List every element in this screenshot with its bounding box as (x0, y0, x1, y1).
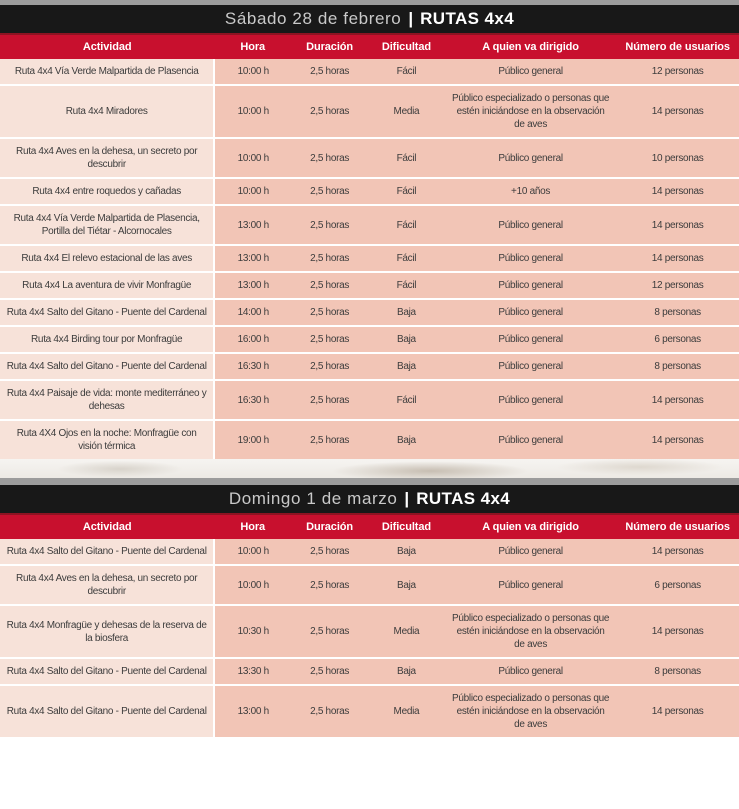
cell-activity: Ruta 4x4 El relevo estacional de las aves (0, 245, 214, 272)
cell-users: 14 personas (616, 420, 739, 459)
cell-audience: Público general (445, 658, 616, 685)
table-header-row (0, 34, 739, 59)
table-row (0, 420, 739, 459)
cell-time: 16:30 h (214, 380, 291, 420)
cell-activity: Ruta 4x4 Salto del Gitano - Puente del Cardenal (0, 685, 214, 737)
table-title-label: RUTAS 4x4 (420, 9, 515, 28)
column-header-activity: Actividad (0, 34, 214, 59)
cell-time: 16:00 h (214, 326, 291, 353)
cell-duration: 2,5 horas (291, 299, 368, 326)
cell-audience: Público general (445, 420, 616, 459)
cell-duration: 2,5 horas (291, 178, 368, 205)
cell-activity: Ruta 4x4 Paisaje de vida: monte mediterráneo y dehesas (0, 380, 214, 420)
cell-difficulty: Baja (368, 658, 445, 685)
cell-audience: +10 años (445, 178, 616, 205)
table-title-separator: | (404, 489, 410, 508)
cell-duration: 2,5 horas (291, 565, 368, 605)
cell-difficulty: Baja (368, 565, 445, 605)
column-header-activity: Actividad (0, 514, 214, 539)
table-row (0, 539, 739, 565)
cell-users: 14 personas (616, 605, 739, 658)
cell-difficulty: Baja (368, 539, 445, 565)
table-row (0, 326, 739, 353)
table-title-saturday (0, 5, 739, 33)
column-header-difficulty: Dificultad (368, 514, 445, 539)
schedule-table-sunday (0, 478, 739, 737)
cell-users: 14 personas (616, 245, 739, 272)
cell-users: 14 personas (616, 380, 739, 420)
cell-time: 14:00 h (214, 299, 291, 326)
cell-time: 10:00 h (214, 539, 291, 565)
cell-duration: 2,5 horas (291, 85, 368, 138)
cell-activity: Ruta 4x4 Vía Verde Malpartida de Plasencia (0, 59, 214, 85)
cell-activity: Ruta 4X4 Ojos en la noche: Monfragüe con visión térmica (0, 420, 214, 459)
cell-audience: Público general (445, 326, 616, 353)
cell-audience: Público general (445, 380, 616, 420)
cell-activity: Ruta 4x4 Salto del Gitano - Puente del Cardenal (0, 539, 214, 565)
activities-table (0, 513, 739, 737)
table-title-label: RUTAS 4x4 (416, 489, 511, 508)
table-row (0, 205, 739, 245)
cell-time: 13:30 h (214, 658, 291, 685)
cell-duration: 2,5 horas (291, 59, 368, 85)
cell-audience: Público general (445, 272, 616, 299)
cell-audience: Público general (445, 565, 616, 605)
cell-difficulty: Fácil (368, 178, 445, 205)
cell-activity: Ruta 4x4 entre roquedos y cañadas (0, 178, 214, 205)
cell-users: 12 personas (616, 272, 739, 299)
cell-users: 6 personas (616, 565, 739, 605)
table-header-row (0, 514, 739, 539)
table-row (0, 658, 739, 685)
cell-activity: Ruta 4x4 Aves en la dehesa, un secreto por descubrir (0, 565, 214, 605)
table-row (0, 85, 739, 138)
cell-audience: Público general (445, 245, 616, 272)
background-photo-strip (0, 459, 739, 478)
cell-difficulty: Baja (368, 299, 445, 326)
table-row (0, 299, 739, 326)
cell-activity: Ruta 4x4 Salto del Gitano - Puente del Cardenal (0, 353, 214, 380)
cell-duration: 2,5 horas (291, 420, 368, 459)
cell-audience: Público general (445, 353, 616, 380)
column-header-audience: A quien va dirigido (445, 514, 616, 539)
cell-audience: Público especializado o personas que estén iniciándose en la observación de aves (445, 685, 616, 737)
cell-activity: Ruta 4x4 Monfragüe y dehesas de la reserva de la biosfera (0, 605, 214, 658)
cell-users: 14 personas (616, 178, 739, 205)
table-row (0, 565, 739, 605)
table-row (0, 605, 739, 658)
column-header-users: Número de usuarios (616, 514, 739, 539)
cell-difficulty: Fácil (368, 245, 445, 272)
cell-users: 10 personas (616, 138, 739, 178)
column-header-duration: Duración (291, 34, 368, 59)
cell-duration: 2,5 horas (291, 380, 368, 420)
table-row (0, 380, 739, 420)
cell-difficulty: Fácil (368, 138, 445, 178)
cell-duration: 2,5 horas (291, 685, 368, 737)
column-header-audience: A quien va dirigido (445, 34, 616, 59)
cell-activity: Ruta 4x4 La aventura de vivir Monfragüe (0, 272, 214, 299)
cell-audience: Público general (445, 299, 616, 326)
cell-duration: 2,5 horas (291, 605, 368, 658)
cell-difficulty: Fácil (368, 59, 445, 85)
column-header-time: Hora (214, 514, 291, 539)
cell-difficulty: Media (368, 605, 445, 658)
table-title-date: Sábado 28 de febrero (224, 9, 402, 28)
cell-duration: 2,5 horas (291, 205, 368, 245)
cell-users: 8 personas (616, 353, 739, 380)
cell-activity: Ruta 4x4 Miradores (0, 85, 214, 138)
column-header-users: Número de usuarios (616, 34, 739, 59)
cell-audience: Público general (445, 539, 616, 565)
table-title-separator: | (408, 9, 414, 28)
cell-activity: Ruta 4x4 Salto del Gitano - Puente del Cardenal (0, 658, 214, 685)
cell-time: 13:00 h (214, 205, 291, 245)
cell-time: 10:00 h (214, 178, 291, 205)
cell-difficulty: Fácil (368, 380, 445, 420)
cell-activity: Ruta 4x4 Vía Verde Malpartida de Plasencia, Portilla del Tiétar - Alcornocales (0, 205, 214, 245)
table-row (0, 272, 739, 299)
cell-duration: 2,5 horas (291, 326, 368, 353)
cell-time: 13:00 h (214, 685, 291, 737)
table-row (0, 59, 739, 85)
cell-users: 12 personas (616, 59, 739, 85)
cell-time: 16:30 h (214, 353, 291, 380)
cell-activity: Ruta 4x4 Salto del Gitano - Puente del Cardenal (0, 299, 214, 326)
cell-users: 8 personas (616, 299, 739, 326)
cell-time: 13:00 h (214, 245, 291, 272)
cell-difficulty: Media (368, 685, 445, 737)
cell-audience: Público general (445, 138, 616, 178)
cell-activity: Ruta 4x4 Birding tour por Monfragüe (0, 326, 214, 353)
column-header-time: Hora (214, 34, 291, 59)
cell-audience: Público especializado o personas que estén iniciándose en la observación de aves (445, 85, 616, 138)
cell-duration: 2,5 horas (291, 353, 368, 380)
table-row (0, 353, 739, 380)
cell-time: 19:00 h (214, 420, 291, 459)
cell-time: 10:00 h (214, 565, 291, 605)
cell-time: 10:00 h (214, 59, 291, 85)
table-row (0, 178, 739, 205)
cell-audience: Público general (445, 205, 616, 245)
cell-difficulty: Baja (368, 326, 445, 353)
cell-difficulty: Baja (368, 353, 445, 380)
cell-difficulty: Fácil (368, 205, 445, 245)
bottom-margin (0, 737, 739, 743)
cell-duration: 2,5 horas (291, 658, 368, 685)
table-row (0, 245, 739, 272)
cell-users: 14 personas (616, 85, 739, 138)
cell-users: 6 personas (616, 326, 739, 353)
cell-users: 8 personas (616, 658, 739, 685)
table-title-date: Domingo 1 de marzo (228, 489, 398, 508)
cell-audience: Público especializado o personas que estén iniciándose en la observación de aves (445, 605, 616, 658)
cell-duration: 2,5 horas (291, 539, 368, 565)
cell-difficulty: Media (368, 85, 445, 138)
divider-bar (0, 478, 739, 485)
cell-duration: 2,5 horas (291, 245, 368, 272)
cell-time: 13:00 h (214, 272, 291, 299)
cell-time: 10:00 h (214, 138, 291, 178)
cell-difficulty: Fácil (368, 272, 445, 299)
table-row (0, 138, 739, 178)
cell-duration: 2,5 horas (291, 272, 368, 299)
cell-activity: Ruta 4x4 Aves en la dehesa, un secreto por descubrir (0, 138, 214, 178)
activities-table (0, 33, 739, 459)
column-header-duration: Duración (291, 514, 368, 539)
cell-audience: Público general (445, 59, 616, 85)
cell-users: 14 personas (616, 685, 739, 737)
cell-difficulty: Baja (368, 420, 445, 459)
cell-time: 10:00 h (214, 85, 291, 138)
table-title-sunday (0, 485, 739, 513)
column-header-difficulty: Dificultad (368, 34, 445, 59)
cell-users: 14 personas (616, 539, 739, 565)
cell-users: 14 personas (616, 205, 739, 245)
cell-duration: 2,5 horas (291, 138, 368, 178)
table-row (0, 685, 739, 737)
cell-time: 10:30 h (214, 605, 291, 658)
